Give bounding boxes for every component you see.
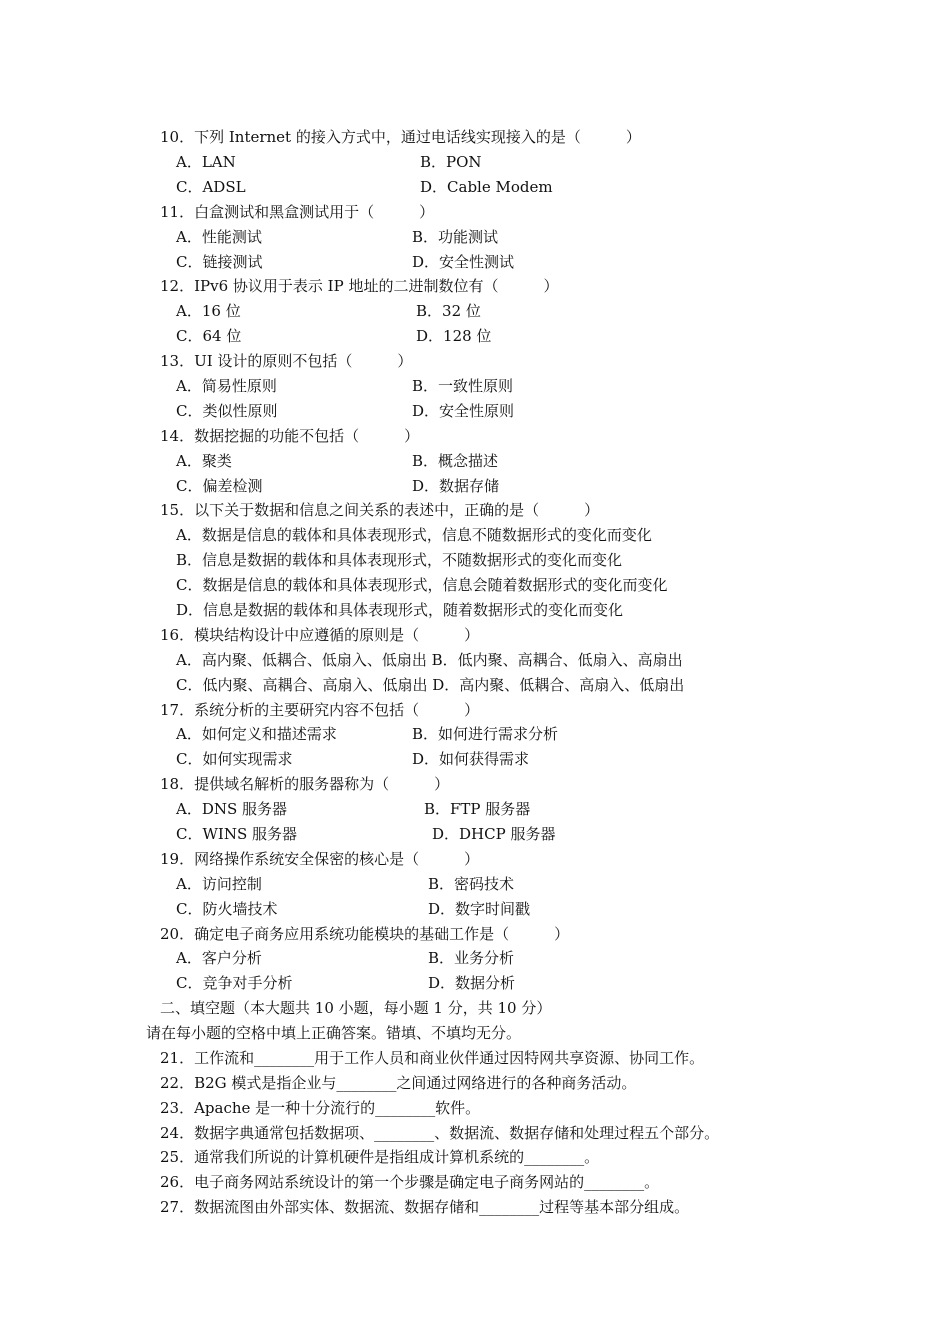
question-11-option-d: D．安全性测试 <box>412 253 515 271</box>
question-15-stem: 15．以下关于数据和信息之间关系的表述中，正确的是（ ） <box>160 501 600 519</box>
question-20-option-a: A．客户分析 <box>176 949 262 967</box>
question-12-option-b: B．32 位 <box>416 302 481 320</box>
question-10-stem: 10．下列 Internet 的接入方式中，通过电话线实现接入的是（ ） <box>160 128 641 146</box>
question-17-option-d: D．如何获得需求 <box>412 750 530 768</box>
question-18-stem: 18．提供域名解析的服务器称为（ ） <box>160 775 450 793</box>
question-17-stem: 17．系统分析的主要研究内容不包括（ ） <box>160 701 480 719</box>
question-19-option-c: C．防火墙技术 <box>176 900 278 918</box>
fill-item-25: 25．通常我们所说的计算机硬件是指组成计算机系统的________。 <box>160 1148 600 1166</box>
question-13-stem: 13．UI 设计的原则不包括（ ） <box>160 352 413 370</box>
question-13-option-b: B．一致性原则 <box>412 377 514 395</box>
question-10-option-a: A．LAN <box>176 153 236 171</box>
question-11-option-c: C．链接测试 <box>176 253 263 271</box>
question-18-option-a: A．DNS 服务器 <box>176 800 288 818</box>
question-10-option-c: C．ADSL <box>176 178 246 196</box>
question-13-option-d: D．安全性原则 <box>412 402 515 420</box>
fill-item-27: 27．数据流图由外部实体、数据流、数据存储和________过程等基本部分组成。 <box>160 1198 690 1216</box>
question-20-option-c: C．竞争对手分析 <box>176 974 293 992</box>
question-15-option-c: C．数据是信息的载体和具体表现形式，信息会随着数据形式的变化而变化 <box>176 576 668 594</box>
question-16-options-cd: C．低内聚、高耦合、高扇入、低扇出 D．高内聚、低耦合、高扇入、低扇出 <box>176 676 685 694</box>
fill-item-21: 21．工作流和________用于工作人员和商业伙伴通过因特网共享资源、协同工作。 <box>160 1049 705 1067</box>
question-12-stem: 12．IPv6 协议用于表示 IP 地址的二进制数位有（ ） <box>160 277 559 295</box>
question-19-option-d: D．数字时间戳 <box>428 900 531 918</box>
question-14-stem: 14．数据挖掘的功能不包括（ ） <box>160 427 420 445</box>
section-instruction: 请在每小题的空格中填上正确答案。错填、不填均无分。 <box>146 1024 522 1042</box>
question-19-stem: 19．网络操作系统安全保密的核心是（ ） <box>160 850 480 868</box>
question-18-option-b: B．FTP 服务器 <box>424 800 531 818</box>
question-20-stem: 20．确定电子商务应用系统功能模块的基础工作是（ ） <box>160 925 570 943</box>
question-13-option-a: A．简易性原则 <box>176 377 277 395</box>
question-11-option-a: A．性能测试 <box>176 228 262 246</box>
question-11-stem: 11．白盒测试和黑盒测试用于（ ） <box>160 203 435 221</box>
fill-item-23: 23．Apache 是一种十分流行的________软件。 <box>160 1099 481 1117</box>
question-14-option-d: D．数据存储 <box>412 477 500 495</box>
fill-item-24: 24．数据字典通常包括数据项、________、数据流、数据存储和处理过程五个部分。 <box>160 1124 720 1142</box>
question-18-option-d: D．DHCP 服务器 <box>432 825 556 843</box>
question-17-option-b: B．如何进行需求分析 <box>412 725 559 743</box>
question-14-option-a: A．聚类 <box>176 452 232 470</box>
question-19-option-b: B．密码技术 <box>428 875 515 893</box>
section-heading: 二、填空题（本大题共 10 小题，每小题 1 分，共 10 分） <box>160 999 552 1017</box>
question-11-option-b: B．功能测试 <box>412 228 499 246</box>
question-16-stem: 16．模块结构设计中应遵循的原则是（ ） <box>160 626 480 644</box>
question-12-option-c: C．64 位 <box>176 327 242 345</box>
question-17-option-c: C．如何实现需求 <box>176 750 293 768</box>
question-20-option-d: D．数据分析 <box>428 974 516 992</box>
question-15-option-a: A．数据是信息的载体和具体表现形式，信息不随数据形式的变化而变化 <box>176 526 652 544</box>
fill-item-22: 22．B2G 模式是指企业与________之间通过网络进行的各种商务活动。 <box>160 1074 637 1092</box>
question-14-option-c: C．偏差检测 <box>176 477 263 495</box>
question-15-option-b: B．信息是数据的载体和具体表现形式，不随数据形式的变化而变化 <box>176 551 623 569</box>
question-13-option-c: C．类似性原则 <box>176 402 278 420</box>
question-12-option-a: A．16 位 <box>176 302 241 320</box>
question-20-option-b: B．业务分析 <box>428 949 515 967</box>
question-18-option-c: C．WINS 服务器 <box>176 825 297 843</box>
question-10-option-b: B．PON <box>420 153 482 171</box>
question-17-option-a: A．如何定义和描述需求 <box>176 725 337 743</box>
question-16-options-ab: A．高内聚、低耦合、低扇入、低扇出 B．低内聚、高耦合、低扇入、高扇出 <box>176 651 683 669</box>
fill-item-26: 26．电子商务网站系统设计的第一个步骤是确定电子商务网站的________。 <box>160 1173 660 1191</box>
question-10-option-d: D．Cable Modem <box>420 178 553 196</box>
question-12-option-d: D．128 位 <box>416 327 492 345</box>
question-14-option-b: B．概念描述 <box>412 452 499 470</box>
question-15-option-d: D．信息是数据的载体和具体表现形式，随着数据形式的变化而变化 <box>176 601 624 619</box>
question-19-option-a: A．访问控制 <box>176 875 262 893</box>
